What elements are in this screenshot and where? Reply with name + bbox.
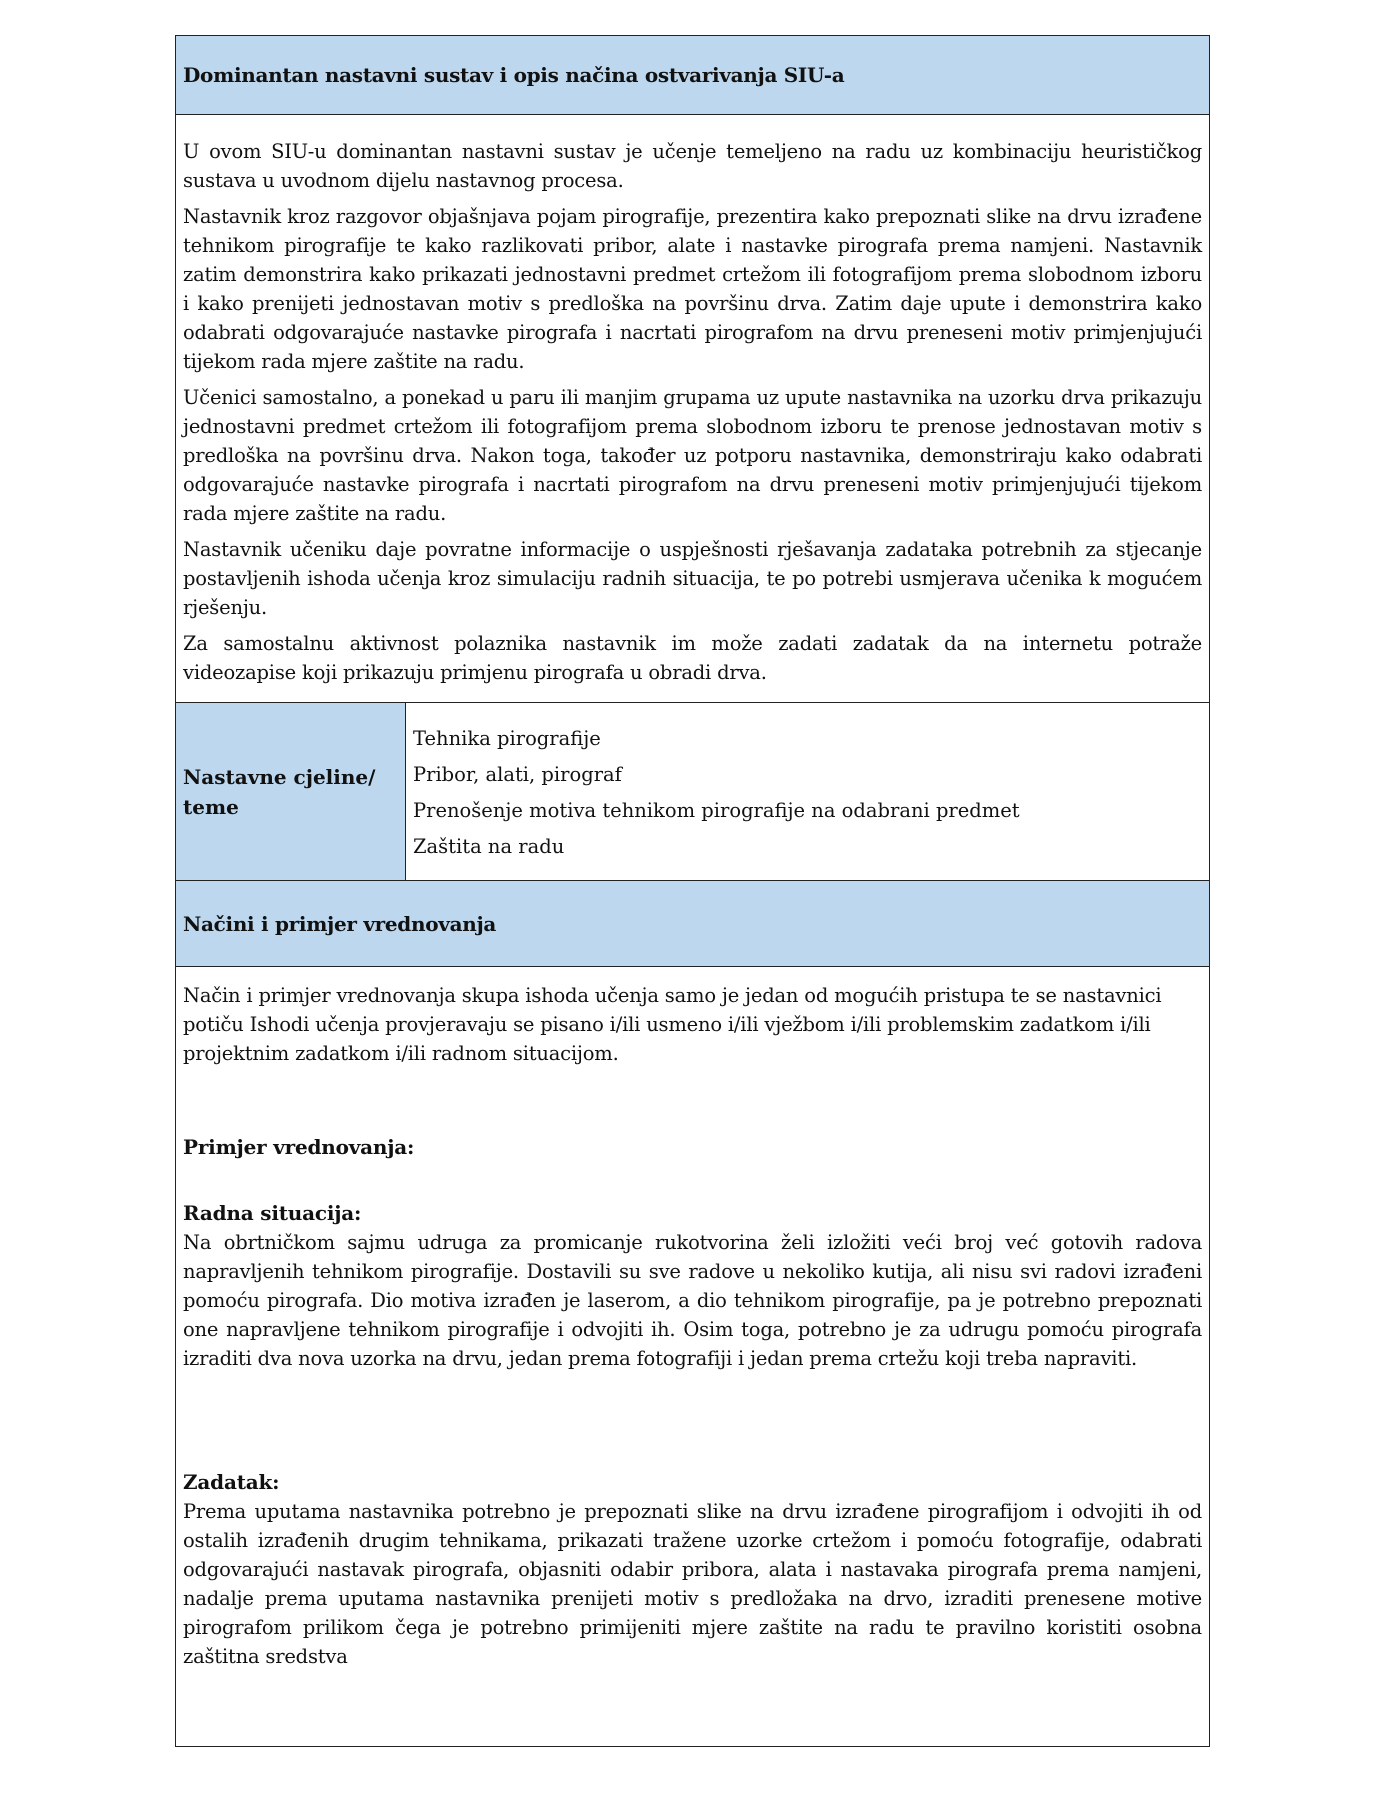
topic-item: Zaštita na radu — [413, 835, 565, 858]
paragraph: Nastavnik kroz razgovor objašnjava pojam pirografije, prezentira kako prepoznati slike na drvu izrađene tehnikom pirografije te kako razlikovati pribor, alate i nastavke pirografa prema namjeni. Nastavnik zatim demonstrira kako prikazati jednostavni predmet crtežom ili fotografijom prema slobodnom izboru i kako prenijeti jednostavan motiv s predloška na površinu drva. Zatim daje upute i demonstrira kako odabrati odgovarajuće nastavke pirografa i nacrtati pirografom na drvu preneseni motiv primjenjujući tijekom rada mjere zaštite na radu. — [183, 205, 1202, 373]
topic-item: Pribor, alati, pirograf — [413, 763, 622, 786]
section-heading: Dominantan nastavni sustav i opis načina ostvarivanja SIU-a — [183, 63, 845, 87]
paragraph: Učenici samostalno, a ponekad u paru ili manjim grupama uz upute nastavnika na uzorku drva prikazuju jednostavni predmet crtežom ili fotografijom prema slobodnom izboru te prenose jednostavan motiv s predloška na površinu drva. Nakon toga, također uz potporu nastavnika, demonstriraju kako odabrati odgovarajuće nastavke pirografa i nacrtati pirografom na drvu preneseni motiv primjenjujući tijekom rada mjere zaštite na radu. — [183, 386, 1202, 525]
paragraph: U ovom SIU-u dominantan nastavni sustav je učenje temeljeno na radu uz kombinaciju heurističkog sustava u uvodnom dijelu nastavnog procesa. — [183, 140, 1202, 192]
topics-list — [406, 703, 1027, 880]
paragraph: Nastavnik učeniku daje povratne informacije o uspješnosti rješavanja zadataka potrebnih za stjecanje postavljenih ishoda učenja kroz simulaciju radnih situacija, te po potrebi usmjerava učenika k mogućem rješenju. — [183, 538, 1202, 619]
paragraph: Za samostalnu aktivnost polaznika nastavnik im može zadati zadatak da na internetu potraže videozapise koji prikazuju primjenu pirografa u obradi drva. — [183, 632, 1202, 684]
topic-item: Prenošenje motiva tehnikom pirografije na odabrani predmet — [413, 799, 1020, 822]
section-body-teaching-system — [176, 115, 1209, 703]
task-text: Prema uputama nastavnika potrebno je prepoznati slike na drvu izrađene pirografijom i odvojiti ih od ostalih izrađenih drugim tehnikama, prikazati tražene uzorke crtežom i pomoću fotografije, odabrati odgovarajući nastavak pirografa, objasniti odabir pribora, alata i nastavaka pirografa prema namjeni, nadalje prema uputama nastavnika prenijeti motiv s predložaka na drvo, izraditi prenesene motive pirografom prilikom čega je potrebno primijeniti mjere zaštite na radu te pravilno koristiti osobna zaštitna sredstva — [183, 1500, 1202, 1668]
section-heading: Načini i primjer vrednovanja — [183, 911, 497, 936]
situation-heading: Radna situacija: — [183, 1201, 362, 1225]
document-table — [175, 35, 1210, 1747]
section-header-evaluation — [176, 881, 1209, 967]
section-body-evaluation — [176, 967, 1209, 1746]
evaluation-intro: Način i primjer vrednovanja skupa ishoda učenja samo je jedan od mogućih pristupa te se nastavnici potiču Ishodi učenja provjeravaju se pisano i/ili usmeno i/ili vježbom i/ili problemskim zadatkom i/ili projektnim zadatkom i/ili radnom situacijom. — [183, 984, 1162, 1065]
example-heading: Primjer vrednovanja: — [183, 1135, 415, 1159]
topics-label: Nastavne cjeline/ teme — [176, 703, 406, 880]
task-heading: Zadatak: — [183, 1470, 280, 1494]
topic-item: Tehnika pirografije — [413, 727, 601, 750]
topics-row — [176, 703, 1209, 881]
situation-text: Na obrtničkom sajmu udruga za promicanje rukotvorina želi izložiti veći broj već gotovih radova napravljenih tehnikom pirografije. Dostavili su sve radove u nekoliko kutija, ali nisu svi radovi izrađeni pomoću pirografa. Dio motiva izrađen je laserom, a dio tehnikom pirografije, pa je potrebno prepoznati one napravljene tehnikom pirografije i odvojiti ih. Osim toga, potrebno je za udrugu pomoću pirografa izraditi dva nova uzorka na drvu, jedan prema fotografiji i jedan prema crtežu koji treba napraviti. — [183, 1231, 1202, 1370]
section-header-teaching-system — [176, 36, 1209, 115]
